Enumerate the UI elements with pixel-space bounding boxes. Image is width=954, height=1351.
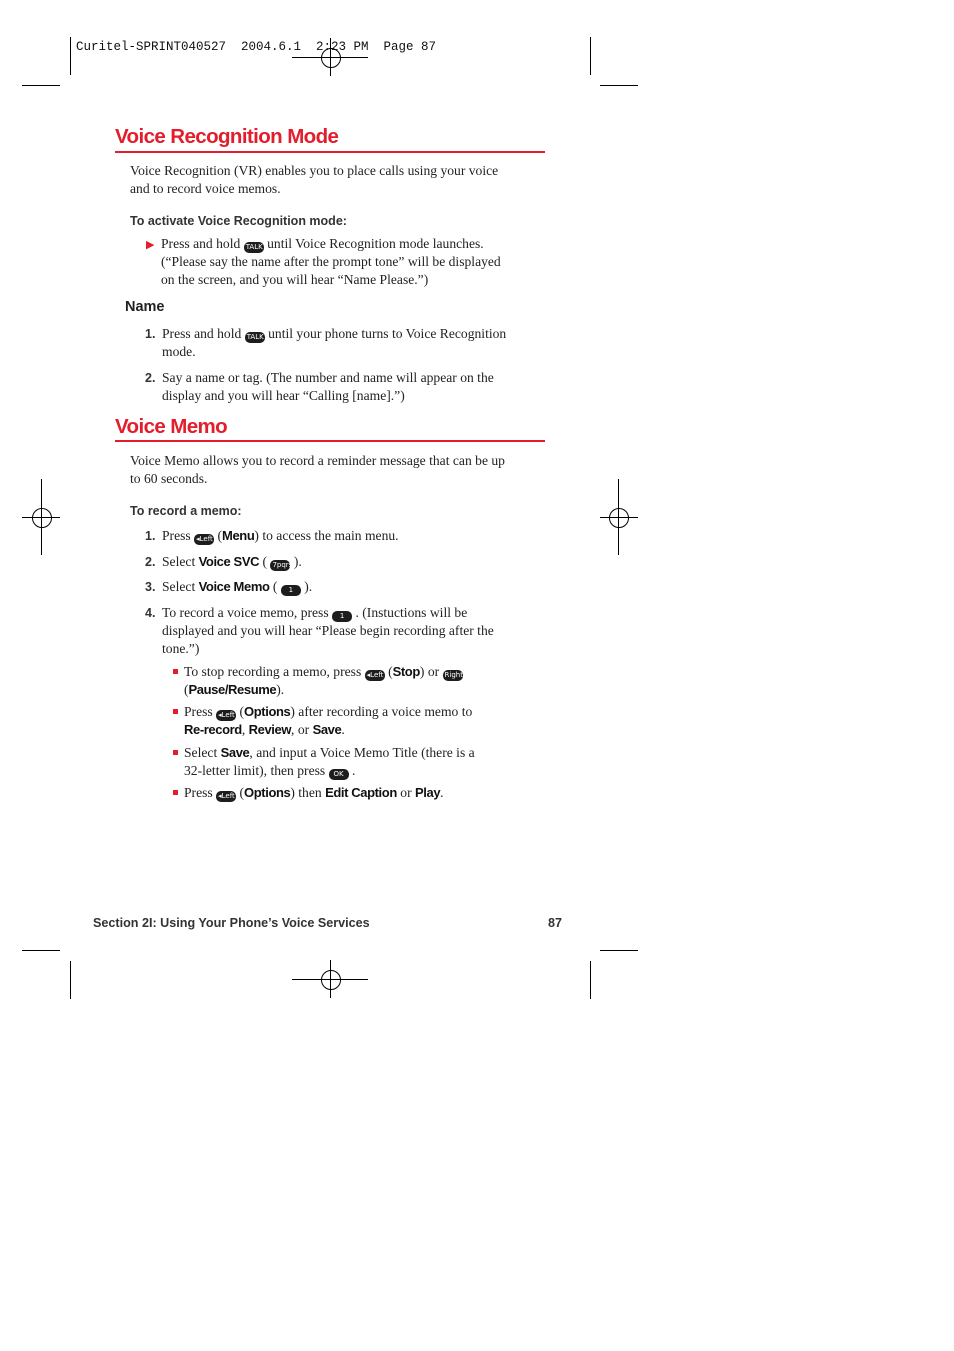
footer-section-label: Section 2I: Using Your Phone’s Voice Services xyxy=(93,916,370,930)
seven-key-icon: 7pqrs xyxy=(272,561,293,569)
step-number: 4. xyxy=(145,606,156,620)
crop-mark xyxy=(70,37,71,75)
step-number: 2. xyxy=(145,555,156,569)
arrow-bullet-icon: ▶ xyxy=(146,239,155,251)
step-number: 1. xyxy=(145,529,156,543)
left-softkey-icon: ◂Left xyxy=(218,792,235,800)
one-key-icon: 1 xyxy=(332,611,352,622)
subbullet-edit-caption: Press ◂Left (Options) then Edit Caption or Play. xyxy=(184,785,444,800)
square-bullet-icon xyxy=(173,790,178,795)
crop-mark xyxy=(590,37,591,75)
one-key-icon: 1 xyxy=(281,585,301,596)
step-number: 3. xyxy=(145,580,156,594)
subheading-record-memo: To record a memo: xyxy=(130,504,242,518)
talk-key-icon: TALK xyxy=(245,243,263,251)
registration-circle xyxy=(609,508,629,528)
memo-step-1: Press ◂Left (Menu) to access the main menu. xyxy=(162,528,399,543)
memo-step-2: Select Voice SVC ( 7pqrs ). xyxy=(162,554,302,569)
intro-paragraph: Voice Recognition (VR) enables you to place calls using your voice and to record voice memos. xyxy=(130,163,499,196)
left-softkey-icon: ◂Left xyxy=(196,535,213,543)
subbullet-stop: To stop recording a memo, press ◂Left (Stop) or Right▸ (Pause/Resume). xyxy=(184,664,467,697)
section-title-voice-recognition: Voice Recognition Mode xyxy=(115,125,339,148)
crop-mark xyxy=(600,85,638,86)
talk-key-icon: TALK xyxy=(246,333,264,341)
crop-mark xyxy=(70,961,71,999)
crop-mark xyxy=(22,950,60,951)
memo-step-3: Select Voice Memo ( 1 ). xyxy=(162,579,313,594)
left-softkey-icon: ◂Left xyxy=(366,671,384,679)
memo-step-4: To record a voice memo, press 1 . (Instuctions will be displayed and you will hear “Please begin recording after the tone.”) xyxy=(162,605,494,656)
title-rule xyxy=(115,440,545,442)
crop-mark xyxy=(590,961,591,999)
print-slug: Curitel-SPRINT040527 2004.6.1 2:23 PM Page 87 xyxy=(76,40,437,54)
registration-circle xyxy=(321,970,341,990)
registration-circle xyxy=(32,508,52,528)
square-bullet-icon xyxy=(173,750,178,755)
bullet-press-hold: Press and hold TALK until Voice Recognition mode launches. (“Please say the name after the prompt tone” will be displayed on the screen, and you will hear “Name Please.”) xyxy=(161,236,501,287)
crop-mark xyxy=(22,85,60,86)
step-number: 1. xyxy=(145,327,156,341)
name-step-1: Press and hold TALK until your phone turns to Voice Recognition mode. xyxy=(162,326,507,359)
ok-key-icon: OK xyxy=(329,769,349,780)
left-softkey-icon: ◂Left xyxy=(218,711,235,719)
title-rule xyxy=(115,151,545,153)
square-bullet-icon xyxy=(173,709,178,714)
subheading-activate-vr: To activate Voice Recognition mode: xyxy=(130,214,347,228)
subbullet-save: Select Save, and input a Voice Memo Title (there is a 32-letter limit), then press OK . xyxy=(184,745,475,778)
heading-name: Name xyxy=(125,299,165,315)
crop-mark xyxy=(600,950,638,951)
subbullet-options: Press ◂Left (Options) after recording a voice memo to Re-record, Review, or Save. xyxy=(184,704,473,737)
step-number: 2. xyxy=(145,371,156,385)
square-bullet-icon xyxy=(173,669,178,674)
section-title-voice-memo: Voice Memo xyxy=(115,415,228,438)
footer-page-number: 87 xyxy=(548,916,563,930)
voice-memo-intro: Voice Memo allows you to record a reminder message that can be up to 60 seconds. xyxy=(130,453,505,486)
right-softkey-icon: Right▸ xyxy=(444,671,467,679)
name-step-2: Say a name or tag. (The number and name will appear on the display and you will hear “Calling [name].”) xyxy=(162,370,494,403)
